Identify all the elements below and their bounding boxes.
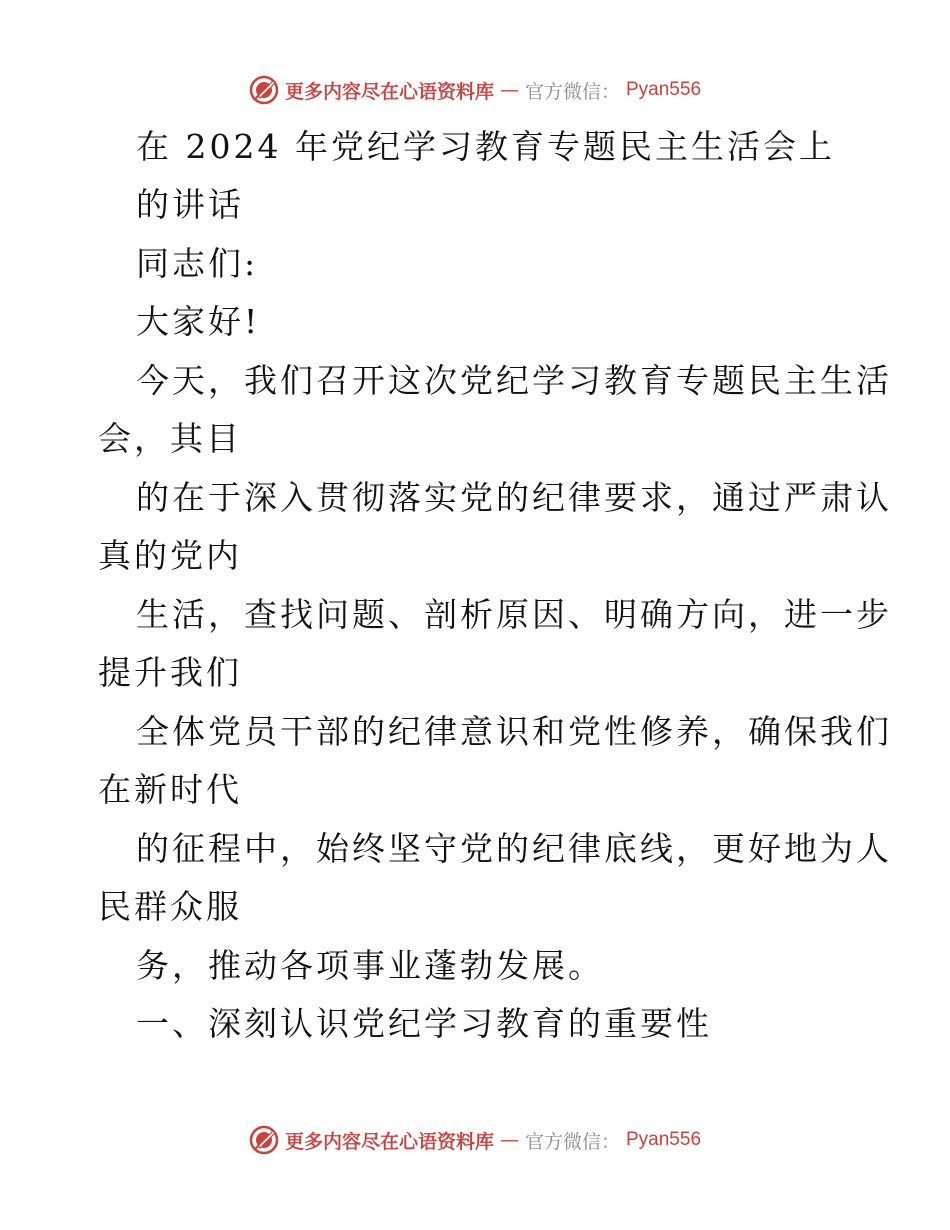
paragraph-line: 提升我们 <box>98 653 242 692</box>
greeting: 大家好! <box>136 302 261 341</box>
section-heading: 一、深刻认识党纪学习教育的重要性 <box>136 1004 712 1043</box>
quill-pen-logo-icon <box>249 1125 279 1155</box>
watermark-wechat-id: Pyan556 <box>626 79 702 100</box>
paragraph-line: 的在于深入贯彻落实党的纪律要求，通过严肃认 <box>136 478 892 517</box>
watermark-wechat-id: Pyan556 <box>626 1129 702 1150</box>
quill-pen-logo-icon <box>249 75 279 105</box>
watermark-label: 官方微信： <box>524 1130 620 1153</box>
salutation: 同志们: <box>136 244 259 283</box>
paragraph-line: 真的党内 <box>98 536 242 575</box>
watermark-dash: — <box>499 1129 519 1151</box>
paragraph-line: 的征程中，始终坚守党的纪律底线，更好地为人 <box>136 829 892 868</box>
watermark-brand-text: 更多内容尽在心语资料库 <box>284 80 494 103</box>
paragraph-line: 生活，查找问题、剖析原因、明确方向，进一步 <box>136 595 892 634</box>
watermark-dash: — <box>499 79 519 101</box>
watermark-label: 官方微信： <box>524 80 620 103</box>
paragraph-line: 全体党员干部的纪律意识和党性修养，确保我们 <box>136 712 892 751</box>
header-watermark <box>0 72 950 108</box>
paragraph-line: 在新时代 <box>98 770 242 809</box>
document-title-line-2: 的讲话 <box>136 185 244 224</box>
paragraph-line: 今天，我们召开这次党纪学习教育专题民主生活 <box>136 361 892 400</box>
footer-watermark <box>0 1122 950 1158</box>
paragraph-line: 务，推动各项事业蓬勃发展。 <box>136 946 604 985</box>
document-title-line-1: 在 2024 年党纪学习教育专题民主生活会上 <box>136 127 835 166</box>
watermark-brand-text: 更多内容尽在心语资料库 <box>284 1130 494 1153</box>
paragraph-line: 民群众服 <box>98 887 242 926</box>
paragraph-line: 会，其目 <box>98 419 242 458</box>
